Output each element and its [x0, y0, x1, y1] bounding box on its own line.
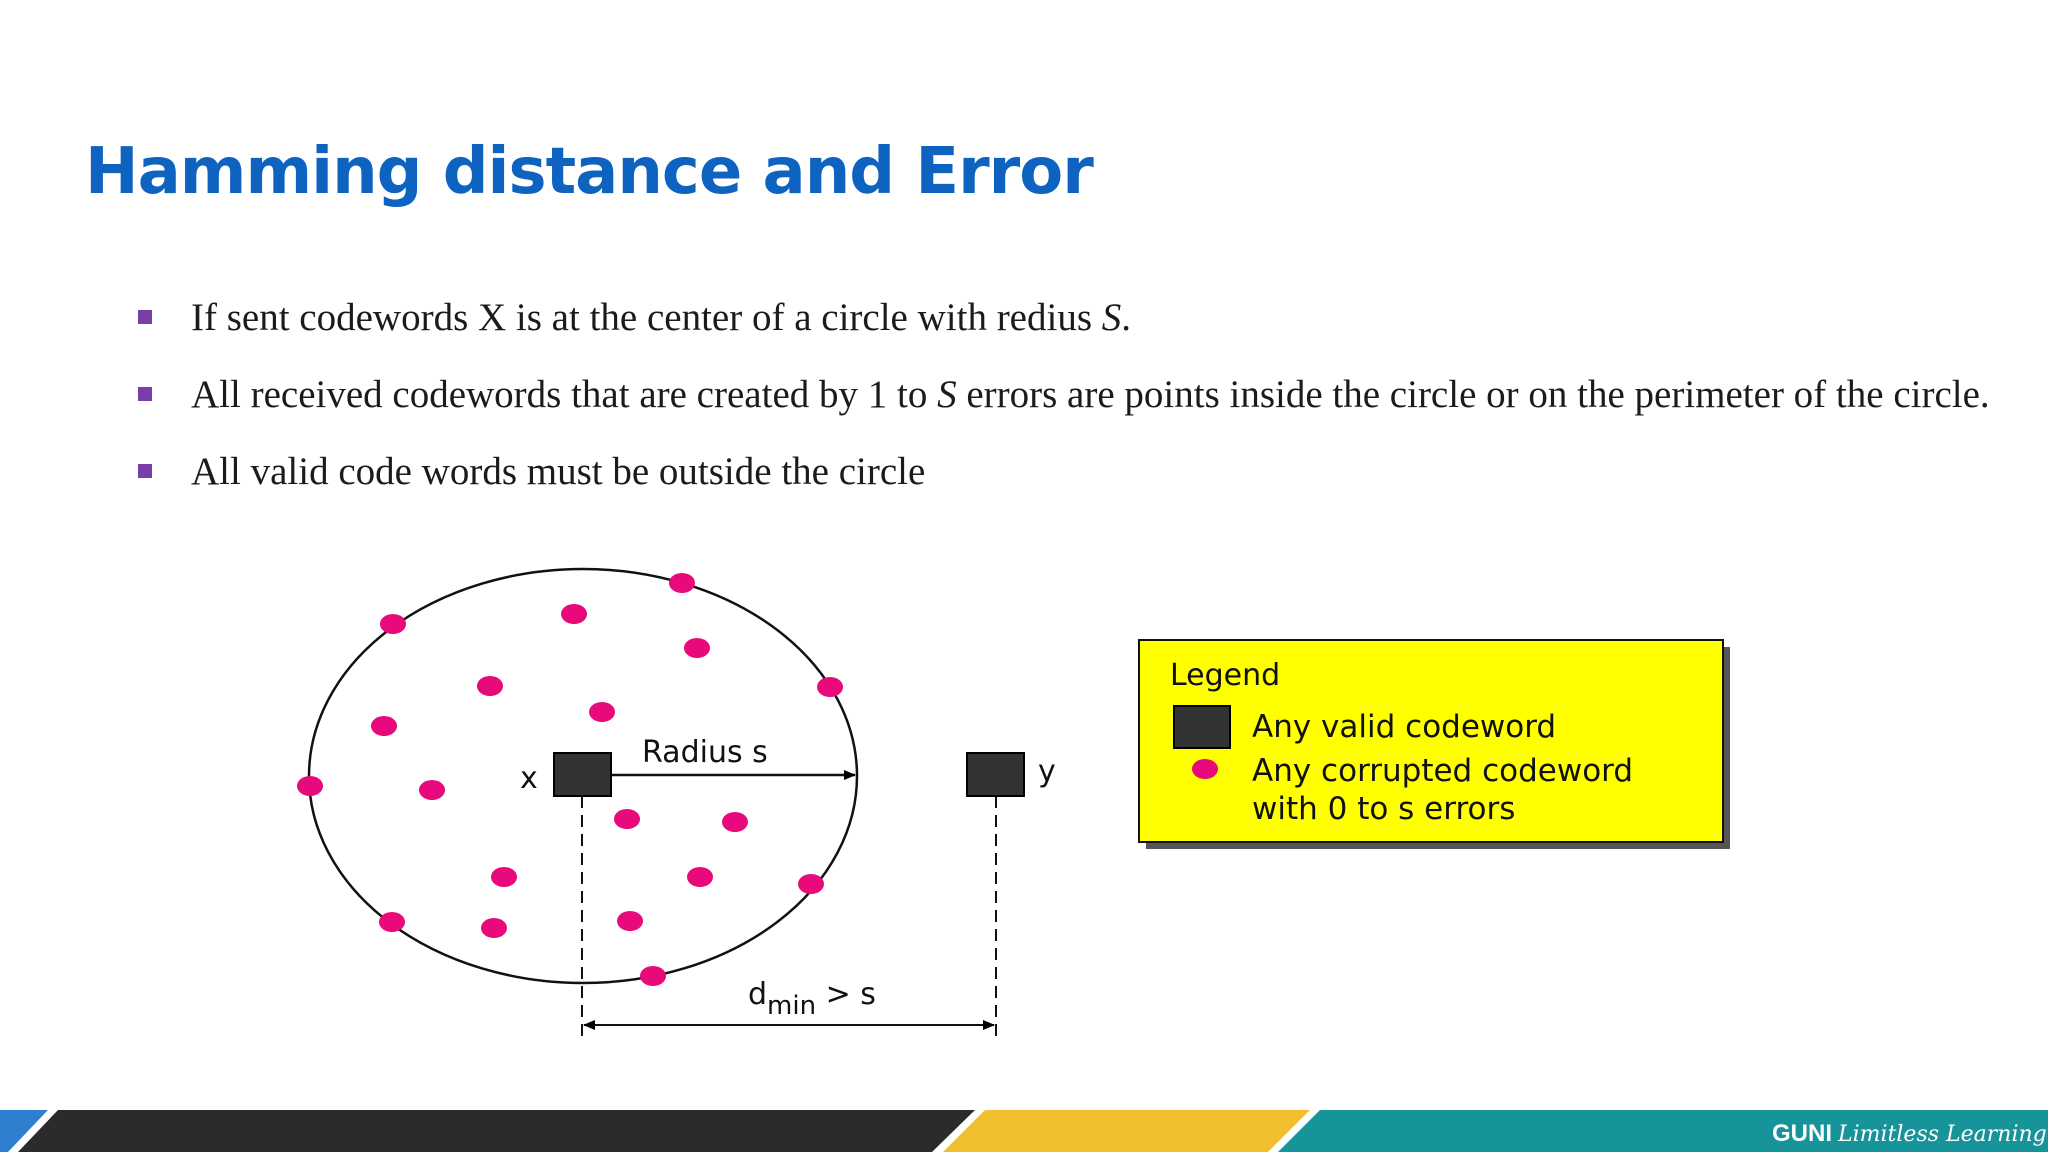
bullet-2-variable: S [937, 373, 957, 416]
legend-corrupted-label-1: Any corrupted codeword [1252, 753, 1634, 789]
corrupted-dot [687, 867, 713, 887]
footer-tagline: Limitless Learning [1838, 1122, 2047, 1147]
codeword-y-square [967, 753, 1024, 796]
corrupted-dot [371, 716, 397, 736]
footer-yellow-band [943, 1110, 1310, 1152]
corrupted-dot [684, 638, 710, 658]
legend-title: Legend [1170, 658, 1281, 693]
corrupted-dot [561, 604, 587, 624]
corrupted-dot [722, 812, 748, 832]
bullet-2-text: All received codewords that are created by 1 to [191, 373, 938, 416]
corrupted-dot [817, 677, 843, 697]
codeword-x-square [554, 753, 611, 796]
corrupted-dot [379, 912, 405, 932]
footer-dark-band [18, 1110, 975, 1152]
dmin-d: d [748, 977, 768, 1012]
corrupted-dot [640, 966, 666, 986]
corrupted-dot [798, 874, 824, 894]
label-x: x [520, 761, 538, 796]
legend-box [1139, 640, 1730, 849]
radius-label: Radius s [642, 735, 768, 770]
legend-corrupted-label-2: with 0 to s errors [1252, 791, 1516, 827]
corrupted-dot [297, 776, 323, 796]
corrupted-dot [491, 867, 517, 887]
bullet-1-variable: S [1101, 296, 1122, 339]
corrupted-dot [419, 780, 445, 800]
bullet-2-end: errors are points inside the circle or on the perimeter of the circle. [956, 373, 1990, 416]
footer-brand: GUNI [1772, 1120, 1832, 1147]
corrupted-dot [669, 573, 695, 593]
bullet-1-text: If sent codewords X is at the center of a circle with redius [191, 296, 1102, 339]
bullet-3-text: All valid code words must be outside the circle [191, 450, 926, 493]
corrupted-dot [380, 614, 406, 634]
dmin-label [748, 977, 876, 1021]
corrupted-dot [589, 702, 615, 722]
label-y: y [1038, 754, 1056, 789]
legend-valid-square-icon [1174, 706, 1230, 748]
dmin-subscript: min [767, 991, 817, 1021]
bullet-1-end: . [1121, 296, 1131, 339]
legend-corrupted-dot-icon [1192, 759, 1218, 779]
corrupted-dot [617, 911, 643, 931]
page-title: Hamming distance and Error [85, 135, 1093, 209]
corrupted-dot [614, 809, 640, 829]
corrupted-dot [481, 918, 507, 938]
footer-band [0, 1110, 2048, 1152]
legend-valid-label: Any valid codeword [1252, 709, 1557, 745]
corrupted-dot [477, 676, 503, 696]
dmin-rest: > s [816, 977, 876, 1012]
